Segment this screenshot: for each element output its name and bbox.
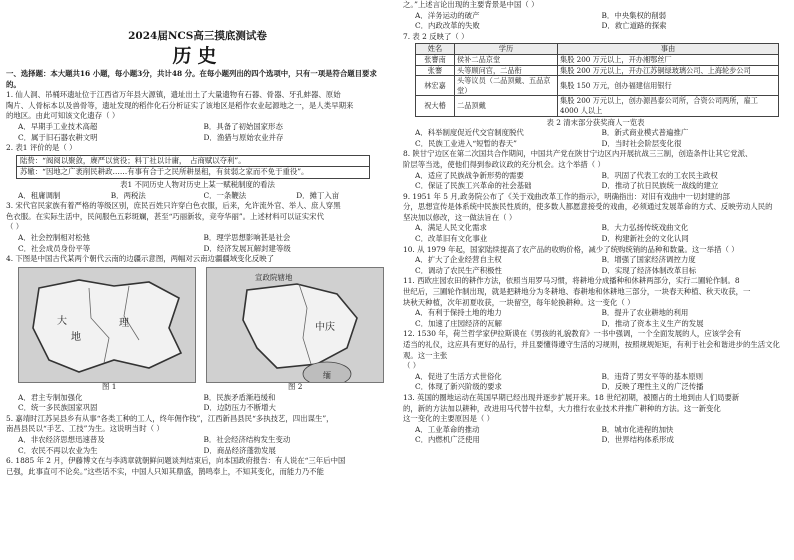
question-line: 1. 仙人洞、吊桶环遗址位于江西省万年县大源镇，遗址出土了大量遗物有石器、骨器、牙孔蚌器、原始 — [6, 90, 341, 100]
option-a[interactable]: A．洋务运动的破产 — [415, 10, 480, 20]
option-a[interactable]: A．君主专制加强化 — [18, 392, 83, 402]
option-b[interactable]: B．社会经济结构发生变动 — [203, 435, 291, 445]
question-line: 6. 1885 年 2 月，伊藤博文在与李鸿章就朝鲜问题谈判结束后，向本国政府报告：有人说在“三年后中国 — [6, 456, 346, 466]
question-line: （ ） — [6, 222, 24, 232]
table-cell: 头等顾问官，二品衔 — [455, 65, 558, 76]
question-5 — [6, 414, 389, 456]
table-caption: 表 2 清末部分获奖商人一览表 — [546, 117, 645, 127]
question-line: 世纪后，三圃轮作制出现，就是把耕地分为冬耕地、春耕地和休耕地三部分，一块春天种植、秋天收获，一 — [403, 287, 751, 297]
option-d[interactable]: D．世界结构体系形成 — [601, 435, 674, 445]
right-column — [403, 0, 788, 446]
map-2-region — [243, 284, 357, 368]
section-instructions: 一、选择题：本大题共16 小题，每小题3分，共计48 分。在每小题列出的四个选项中，只有一项是符合题目要求的。 — [6, 69, 377, 89]
question-stem: 4. 下图是中国古代某两个朝代云南的边疆示意图，两幅对云南边疆疆域变化反映了 — [6, 254, 275, 264]
question-line: 坚决加以修改，这一做法旨在（ ） — [403, 212, 517, 222]
quote-row: 苏辙：“因地之广袤削民耕政……有事有合于之民所耕垦租，有贫弱之家而不免于重役”。 — [20, 167, 309, 177]
question-10 — [403, 245, 788, 277]
quote-row: 陆贽：“阀阅以聚敛，赓严以赏役；料丁社以计庸， 占商赋以夺利”。 — [17, 156, 369, 168]
table-cell: 侯补二品京堂 — [455, 54, 558, 65]
question-line: 块秋天种植，次年初夏收获，一块留空，每年轮换耕种。这一变化（ ） — [403, 297, 635, 307]
option-d[interactable]: D．反映了理性主义的广泛传播 — [601, 382, 704, 392]
options — [403, 223, 788, 244]
question-8 — [403, 149, 788, 191]
option-d[interactable]: D．边防压力不断增大 — [203, 403, 276, 413]
option-d[interactable]: D．摊丁入亩 — [296, 190, 340, 200]
option-a[interactable]: A．非农经济思想迅速普及 — [18, 435, 105, 445]
question-stem: 2. 表1 评价的是（ ） — [6, 143, 77, 153]
question-line: 阶层等当选，使他们得到参政议政的充分机会。这个举措（ ） — [403, 159, 605, 169]
table-header: 学历 — [455, 44, 558, 55]
subject-title: 历史 — [172, 45, 223, 67]
table-cell: 集股 200 万元以上，开办江苏铜绿玻璃公司、上海轮步公司 — [558, 65, 779, 76]
option-b[interactable]: B．提升了农业耕地的利用 — [601, 308, 689, 318]
question-line: 12. 1530 年，荷兰哲学家伊拉斯谟在《男孩的礼貌教育》一书中强调，一个全面发展的人，应该学会有 — [403, 329, 742, 339]
question-line: 8. 陕甘宁边区在第二次国共合作期间，中国共产党在陕甘宁边区内开展抗战三三制，创造条件让其它党派、 — [403, 149, 753, 159]
map-1-region — [33, 280, 181, 372]
option-c[interactable]: C．一条鞭法 — [203, 190, 247, 200]
option-b[interactable]: B．大力弘扬传统戏曲文化 — [601, 223, 689, 233]
options — [6, 435, 389, 456]
table-row — [416, 96, 779, 116]
question-line: 之。”上述言论出现的主要背景是中国（ ） — [403, 0, 539, 9]
question-3 — [6, 201, 389, 254]
option-b[interactable]: B．具备了初始国家形态 — [203, 121, 283, 131]
option-c[interactable]: C．属于旧石器农耕文明 — [18, 132, 98, 142]
question-2 — [6, 143, 389, 201]
option-b[interactable]: B．城市化进程的加快 — [601, 424, 674, 434]
option-c[interactable]: C．体现了新兴阶级的要求 — [415, 382, 502, 392]
option-a[interactable]: A．促进了生活方式世俗化 — [415, 371, 502, 381]
option-d[interactable]: D．渔猎与原始农业并存 — [203, 132, 284, 142]
table-cell: 集股 200 万元以上，开办湘鄂丝厂 — [558, 54, 779, 65]
options — [403, 372, 788, 393]
options — [6, 233, 389, 254]
merchant-table — [415, 43, 779, 116]
option-b[interactable]: B．两税法 — [110, 190, 146, 200]
table-cell: 集股 200 万元以上，创办源昌泰公司所，合资公司两所，雇工 4000 人以上 — [558, 96, 779, 116]
option-a[interactable]: A．早期手工业技术高超 — [18, 121, 98, 131]
option-c[interactable]: C．内燃机广泛使用 — [415, 435, 480, 445]
map-2-graphic — [207, 268, 383, 382]
option-a[interactable]: A．科举制度促近代交官制度脱代 — [415, 128, 524, 138]
options — [403, 11, 788, 32]
question-line: 陶片、人骨标本以及兽骨等，遗址发现的稻作化石分析证实了该地区是稻作农业起源地之一，是人类早期来 — [6, 100, 354, 110]
map-2-label: 宣政院辖地 — [255, 272, 293, 282]
option-c[interactable]: C．民族工业进入“短暂的春天” — [415, 138, 517, 148]
option-d[interactable]: D．经济发展瓦解封建等级 — [203, 243, 291, 253]
map-figure-1 — [18, 267, 196, 383]
map-figure-2 — [206, 267, 384, 383]
question-11 — [403, 276, 788, 329]
table-header-row — [416, 44, 779, 55]
options — [403, 425, 788, 446]
option-b[interactable]: B．中央集权的削弱 — [601, 10, 667, 20]
map-2-label: 缅 — [323, 370, 331, 380]
option-a[interactable]: A．社会控制相对松弛 — [18, 232, 90, 242]
table-header: 事由 — [558, 44, 779, 55]
question-1 — [6, 90, 389, 143]
table-row — [416, 65, 779, 76]
options — [403, 255, 788, 276]
question-line: 色衣服。在实际生活中，民间服色五彩斑斓，甚至“巧丽新妆，竞夸华丽”。上述材料可以证实宋代 — [6, 211, 324, 221]
map-1-graphic — [19, 268, 195, 382]
exam-title: 2024届NCS高三摸底测试卷 — [128, 30, 267, 42]
map-2-label: 中庆 — [315, 321, 335, 333]
option-d[interactable]: D．推动了资本主义生产的发展 — [601, 318, 704, 328]
option-c[interactable]: C．保证了民族工兴革命的社会基础 — [415, 181, 532, 191]
question-line: 已强，此事直可不论矣。”这些话不实，中国人只知其鼎盛，鹊鸣奉上，不知其变化，而能力乃不能 — [6, 466, 324, 476]
option-c[interactable]: C．农民不再以农业为生 — [18, 445, 98, 455]
options — [403, 128, 788, 149]
question-line: 南昌县民以“手艺、工技”为生。这说明当时（ ） — [6, 424, 164, 434]
table-cell: 张謇南 — [416, 54, 455, 65]
quote-table — [16, 155, 370, 179]
question-line: （ ） — [403, 361, 421, 371]
option-a[interactable]: A．租庸调制 — [18, 190, 61, 200]
options — [6, 393, 389, 414]
map-1-label: 地 — [71, 331, 81, 343]
question-line: 5. 嘉靖时江苏吴县乡有从事“各类工种的工人，终年佣作钱”，江西新昌县民“多执技艺，四出谋生”， — [6, 413, 334, 423]
option-b[interactable]: B．理学思想影响甚是社会 — [203, 232, 291, 242]
option-c[interactable]: C．调动了农民生产积极性 — [415, 265, 502, 275]
option-d[interactable]: D．救亡道路的探索 — [601, 21, 667, 31]
option-c[interactable]: C．加速了庄园经济的瓦解 — [415, 318, 502, 328]
question-line: 的地区。由此可知该文化遗存（ ） — [6, 111, 120, 121]
question-line: 13. 英国的圈地运动在英国早期已经出现并逐步扩展开来。18 世纪初期，被圈占的土地到由人们局要新 — [403, 392, 740, 402]
maps-figure — [6, 267, 389, 391]
question-6-continued — [403, 0, 788, 32]
option-b[interactable]: B．巩固了代表工农的工农民主政权 — [601, 170, 718, 180]
option-d[interactable]: D．实现了经济体制改革目标 — [601, 265, 697, 275]
question-line: 3. 宋代官民家族有着严格的等级区别，庶民百姓只许穿白色衣服，后来，允许流外官、举人、庶人穿黑 — [6, 201, 341, 211]
question-stem: 7. 表 2 反映了（ ） — [403, 31, 469, 41]
option-c[interactable]: C．内政改革的失败 — [415, 21, 480, 31]
option-a[interactable]: A．满足人民文化需求 — [415, 223, 487, 233]
map-1-label: 大 — [57, 315, 67, 327]
table-cell: 集股 150 万元，创办福建信用银行 — [558, 76, 779, 96]
question-line: 10. 从 1979 年起，国家陆续提高了农产品的收购价格，减少了统购统销的品种和数量。这一举措（ ） — [403, 244, 739, 254]
question-9 — [403, 192, 788, 245]
option-d[interactable]: D．构建新社会的文化认同 — [601, 234, 689, 244]
option-a[interactable]: A．工业革命的推动 — [415, 424, 480, 434]
table-cell: 林宏嘉 — [416, 76, 455, 96]
table-cell: 头等议员（二品顶戴、五品京堂） — [455, 76, 558, 96]
question-line: 适当的礼仪，这应具有更好的品行，并且要懂得遵守生活的习规则，按照规规矩矩，有利于社会和谐进步的生活文化观。这一主张 — [403, 340, 780, 360]
question-6 — [6, 456, 389, 477]
options — [6, 191, 389, 202]
question-13 — [403, 393, 788, 446]
table-cell: 祝大椿 — [416, 96, 455, 116]
question-12 — [403, 329, 788, 393]
table-cell: 张謇 — [416, 65, 455, 76]
question-7 — [403, 32, 788, 150]
option-c[interactable]: C．统一多民族国家巩固 — [18, 403, 98, 413]
option-d[interactable]: D．当时社会阶层变化很 — [601, 138, 682, 148]
options — [403, 171, 788, 192]
option-b[interactable]: B．增强了国家经济调控力度 — [601, 255, 696, 265]
option-d[interactable]: D．推动了抗日民族统一战线的建立 — [601, 181, 719, 191]
option-a[interactable]: A．适应了民族战争新形势的需要 — [415, 170, 524, 180]
question-line: 的，新的方法加以耕种，改进用马代替牛拉犁，大力推行农业技术并推广耕种的方法。这一新变化 — [403, 403, 721, 413]
question-line: 9. 1951 年 5 月,政务院公布了《关于戏曲改革工作的指示》，明确指出：对旧有戏曲中一切封建的部 — [403, 191, 730, 201]
left-column — [6, 0, 389, 477]
option-b[interactable]: B．违背了男女平等的基本原则 — [601, 371, 704, 381]
table-cell: 二品顶戴 — [455, 96, 558, 116]
map-1-caption: 图 1 — [102, 381, 117, 391]
table-caption: 表1 不同历史人物对历史上某一赋税制度的看法 — [120, 179, 275, 189]
options — [6, 122, 389, 143]
question-line: 11. 西欧庄园农田的耕作方法，依照当用罗马习惯，将耕地分成播种和休耕两部分，实行二圃轮作制。8 — [403, 276, 740, 286]
map-2-caption: 图 2 — [288, 381, 303, 391]
option-a[interactable]: A．扩大了企业经营自主权 — [415, 255, 502, 265]
option-b[interactable]: B．新式商业模式普遍推广 — [601, 128, 689, 138]
map-1-label: 理 — [119, 317, 129, 329]
table-header: 姓名 — [416, 44, 455, 55]
option-d[interactable]: D．商品经济蓬勃发展 — [203, 445, 276, 455]
table-row — [416, 76, 779, 96]
option-c[interactable]: C．改革旧有文化事业 — [415, 234, 488, 244]
question-line: 这一变化的主要原因是（ ） — [403, 414, 495, 424]
option-a[interactable]: A．有利于保持土地的地力 — [415, 308, 502, 318]
option-c[interactable]: C．社会成员身份平等 — [18, 243, 91, 253]
option-b[interactable]: B．民族矛盾渐趋缓和 — [203, 392, 276, 402]
table-row — [416, 54, 779, 65]
options — [403, 308, 788, 329]
question-4 — [6, 254, 389, 414]
question-line: 分，思想宣传是体系统中民族民性质的，使多数人都愿意接受的戏曲，必须通过发展革命的方式、反映劳动人民的 — [403, 202, 773, 212]
